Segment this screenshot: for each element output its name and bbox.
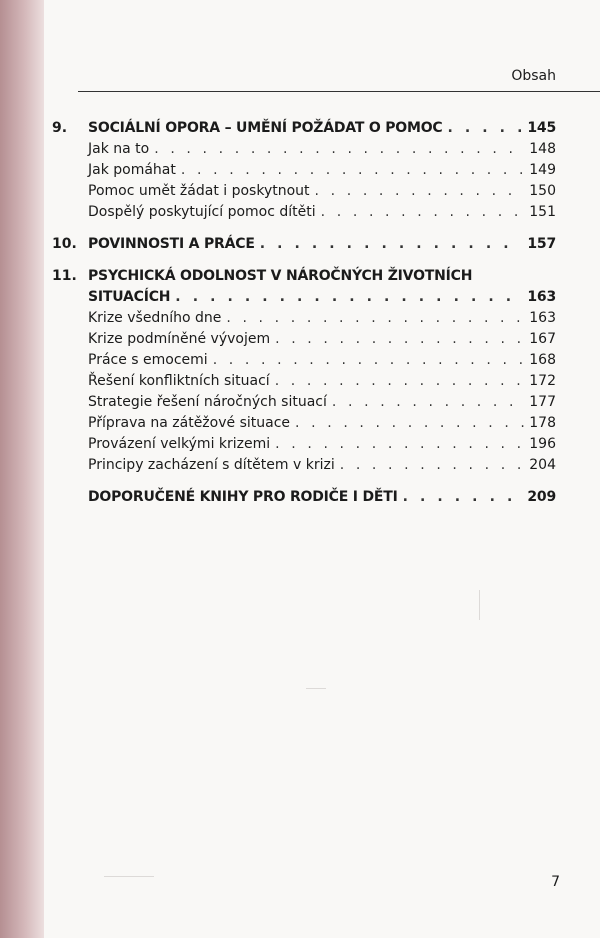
toc-item-row bbox=[44, 310, 600, 331]
leader-dots bbox=[448, 120, 523, 136]
book-gutter bbox=[0, 0, 46, 938]
chapter-page: 209 bbox=[527, 489, 556, 505]
chapter-page: 157 bbox=[527, 236, 556, 252]
leader-dots bbox=[275, 436, 524, 452]
leader-dots bbox=[181, 162, 524, 178]
toc-item-row bbox=[44, 436, 600, 457]
item-title: Principy zacházení s dítětem v krizi bbox=[88, 457, 335, 473]
toc-item-row bbox=[44, 373, 600, 394]
toc-item-row bbox=[44, 204, 600, 225]
leader-dots bbox=[226, 310, 524, 326]
chapter-title: POVINNOSTI A PRÁCE bbox=[88, 236, 255, 252]
item-title: Jak na to bbox=[88, 141, 150, 157]
toc-item-row bbox=[44, 457, 600, 478]
item-title: Práce s emocemi bbox=[88, 352, 208, 368]
toc-item-row bbox=[44, 183, 600, 204]
leader-dots bbox=[321, 204, 525, 220]
item-title: Pomoc umět žádat i poskytnout bbox=[88, 183, 310, 199]
chapter-page: 145 bbox=[527, 120, 556, 136]
toc-chapter-row bbox=[44, 268, 600, 289]
item-title: Dospělý poskytující pomoc dítěti bbox=[88, 204, 316, 220]
item-page: 149 bbox=[529, 162, 556, 178]
leader-dots bbox=[315, 183, 525, 199]
leader-dots bbox=[340, 457, 525, 473]
item-page: 168 bbox=[529, 352, 556, 368]
chapter-title: DOPORUČENÉ KNIHY PRO RODIČE I DĚTI bbox=[88, 489, 398, 505]
item-page: 151 bbox=[529, 204, 556, 220]
toc-item-row bbox=[44, 394, 600, 415]
item-title: Provázení velkými krizemi bbox=[88, 436, 271, 452]
item-page: 204 bbox=[529, 457, 556, 473]
item-title: Strategie řešení náročných situací bbox=[88, 394, 327, 410]
toc-chapter-row bbox=[44, 120, 600, 141]
chapter-title-line2: SITUACÍCH bbox=[88, 289, 171, 305]
item-title: Příprava na zátěžové situace bbox=[88, 415, 291, 431]
toc-chapter-row bbox=[44, 489, 600, 510]
item-title: Krize podmíněné vývojem bbox=[88, 331, 271, 347]
toc-section-11 bbox=[44, 268, 600, 478]
chapter-number: 11. bbox=[52, 268, 77, 284]
leader-dots bbox=[213, 352, 525, 368]
running-header: Obsah bbox=[511, 68, 556, 84]
chapter-title-line1: PSYCHICKÁ ODOLNOST V NÁROČNÝCH ŽIVOTNÍCH bbox=[88, 268, 473, 284]
item-page: 148 bbox=[529, 141, 556, 157]
leader-dots bbox=[332, 394, 524, 410]
leader-dots bbox=[275, 373, 525, 389]
toc-section-10 bbox=[44, 236, 600, 257]
toc-item-row bbox=[44, 415, 600, 436]
item-page: 177 bbox=[529, 394, 556, 410]
item-page: 163 bbox=[529, 310, 556, 326]
chapter-number: 10. bbox=[52, 236, 77, 252]
item-page: 167 bbox=[529, 331, 556, 347]
toc-item-row bbox=[44, 352, 600, 373]
toc-chapter-row bbox=[44, 236, 600, 257]
toc-chapter-row-continued bbox=[44, 289, 600, 310]
paper-smudge bbox=[479, 590, 480, 620]
leader-dots bbox=[154, 141, 524, 157]
header-rule bbox=[78, 91, 600, 92]
item-title: Řešení konfliktních situací bbox=[88, 373, 270, 389]
paper-smudge bbox=[104, 876, 154, 877]
item-title: Jak pomáhat bbox=[88, 162, 176, 178]
chapter-page: 163 bbox=[527, 289, 556, 305]
item-page: 178 bbox=[529, 415, 556, 431]
leader-dots bbox=[275, 331, 524, 347]
toc-section-books bbox=[44, 489, 600, 510]
toc-item-row bbox=[44, 141, 600, 162]
item-page: 150 bbox=[529, 183, 556, 199]
book-page bbox=[44, 0, 600, 938]
leader-dots bbox=[295, 415, 524, 431]
table-of-contents bbox=[44, 120, 600, 521]
chapter-title: SOCIÁLNÍ OPORA – UMĚNÍ POŽÁDAT O POMOC bbox=[88, 120, 443, 136]
item-title: Krize všedního dne bbox=[88, 310, 222, 326]
item-page: 172 bbox=[529, 373, 556, 389]
leader-dots bbox=[260, 236, 523, 252]
toc-section-9 bbox=[44, 120, 600, 225]
leader-dots bbox=[175, 289, 522, 305]
page-number: 7 bbox=[551, 874, 560, 890]
toc-item-row bbox=[44, 331, 600, 352]
item-page: 196 bbox=[529, 436, 556, 452]
toc-item-row bbox=[44, 162, 600, 183]
chapter-number: 9. bbox=[52, 120, 68, 136]
leader-dots bbox=[403, 489, 523, 505]
paper-smudge bbox=[306, 688, 326, 689]
